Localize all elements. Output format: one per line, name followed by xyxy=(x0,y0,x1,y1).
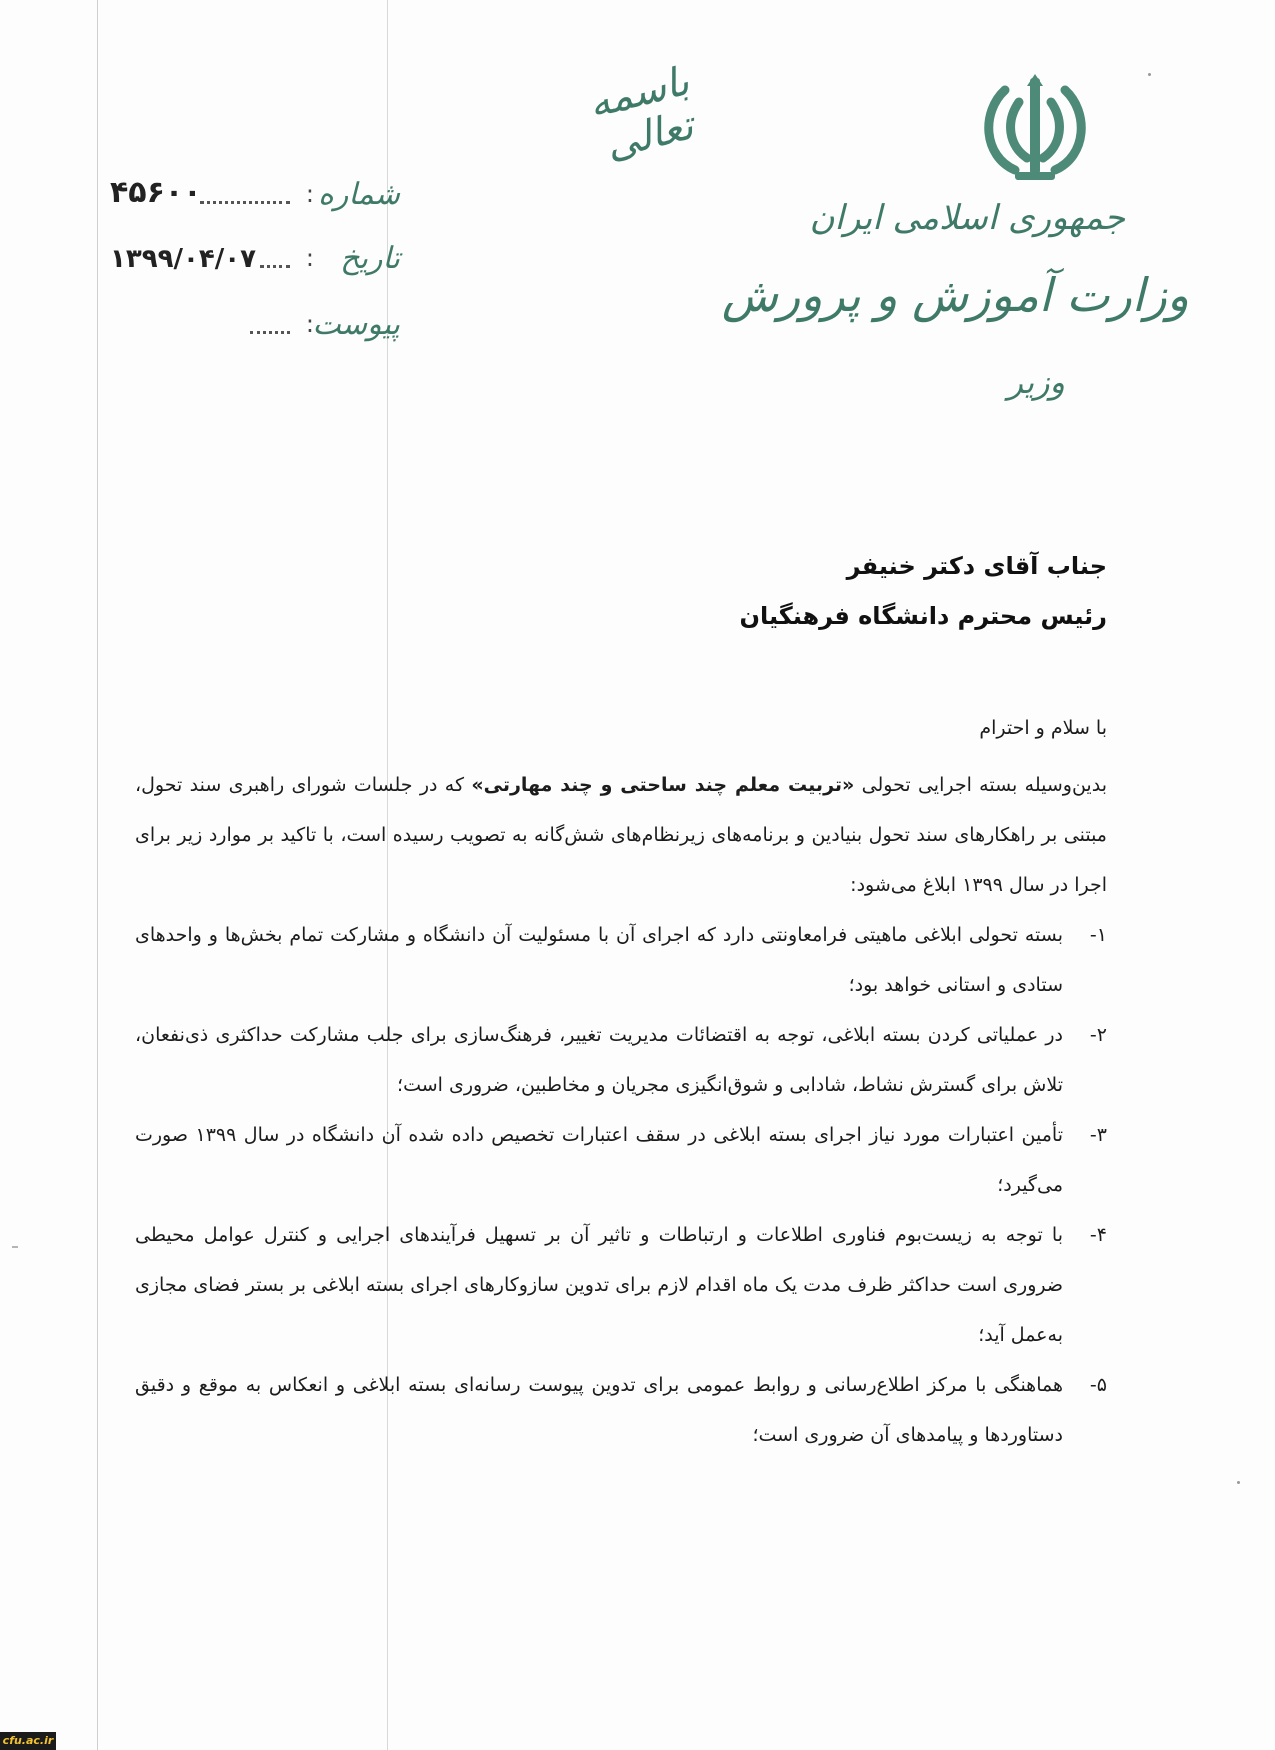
list-item xyxy=(135,910,1107,1010)
colon: : xyxy=(305,244,314,272)
country-name: جمهوری اسلامی ایران xyxy=(809,198,1125,238)
list-item-text: در عملیاتی کردن بسته ابلاغی، توجه به اقتضائات مدیریت تغییر، فرهنگ‌سازی برای جلب مشارکت حداکثری ذی‌نفعان، تلاش برای گسترش نشاط، شادابی و شوق‌انگیزی مجریان و مخاطبین، ضروری است؛ xyxy=(135,1024,1063,1096)
ministry-name: وزارت آموزش و پرورش xyxy=(721,268,1189,322)
list-item xyxy=(135,1210,1107,1360)
list-item-number: ۵- xyxy=(1089,1374,1107,1396)
letter-date-value: ۱۳۹۹/۰۴/۰۷ xyxy=(110,244,256,274)
letter-number-value: ۴۵۶۰۰ xyxy=(110,175,202,210)
office-title: وزیر xyxy=(1007,363,1065,401)
list-item xyxy=(135,1010,1107,1110)
intro-text: که در جلسات شورای راهبری سند تحول، مبتنی بر راهکارهای سند تحول بنیادین و برنامه‌های زیرنظام‌های شش‌گانه به تصویب رسیده است، با تاکید بر موارد زیر برای اجرا در سال ۱۳۹۹ ابلاغ می‌شود: xyxy=(135,774,1107,896)
letter-attachment-row xyxy=(100,298,400,346)
scan-speck xyxy=(1237,1481,1240,1484)
dotted-line xyxy=(260,265,290,268)
colon: : xyxy=(305,180,314,208)
colon: : xyxy=(305,310,314,338)
list-item-text: با توجه به زیست‌بوم فناوری اطلاعات و ارتباطات و تاثیر آن بر تسهیل فرآیندهای اجرایی و کنترل عوامل محیطی ضروری است حداکثر ظرف مدت یک ماه اقدام لازم برای تدوین سازوکارهای اجرای بسته ابلاغی بر بستر فضای مجازی به‌عمل آید؛ xyxy=(135,1224,1063,1346)
letter-attachment-label: پیوست xyxy=(312,307,400,342)
list-item-number: ۳- xyxy=(1089,1124,1107,1146)
intro-text: بدین‌وسیله بسته اجرایی تحولی xyxy=(861,774,1107,796)
dotted-line xyxy=(200,201,290,204)
scan-fold-line xyxy=(97,0,98,1750)
list-item xyxy=(135,1360,1107,1460)
iran-emblem-icon xyxy=(975,72,1095,184)
letter-date-label: تاریخ xyxy=(340,241,400,276)
list-item xyxy=(135,1110,1107,1210)
greeting: با سلام و احترام xyxy=(979,717,1107,739)
site-badge: cfu.ac.ir xyxy=(0,1732,56,1750)
recipient-title: رئیس محترم دانشگاه فرهنگیان xyxy=(739,602,1107,630)
list-item-text: هماهنگی با مرکز اطلاع‌رسانی و روابط عمومی برای تدوین پیوست رسانه‌ای بسته ابلاغی و انعکاس به موقع و دقیق دستاوردها و پیامدهای آن ضروری است؛ xyxy=(135,1374,1063,1446)
letter-body xyxy=(135,703,1107,1460)
scan-speck xyxy=(1148,73,1151,76)
intro-paragraph xyxy=(135,760,1107,910)
letter-date-row xyxy=(100,232,400,280)
list-item-text: تأمین اعتبارات مورد نیاز اجرای بسته ابلاغی در سقف اعتبارات تخصیص داده شده آن دانشگاه در سال ۱۳۹۹ صورت می‌گیرد؛ xyxy=(135,1124,1063,1196)
letter-number-label: شماره xyxy=(318,177,400,212)
list-item-number: ۲- xyxy=(1089,1024,1107,1046)
letter-number-row xyxy=(100,168,400,216)
scan-mark xyxy=(12,1246,18,1248)
list-item-number: ۱- xyxy=(1089,924,1107,946)
list-item-number: ۴- xyxy=(1089,1224,1107,1246)
list-item-text: بسته تحولی ابلاغی ماهیتی فرامعاونتی دارد که اجرای آن با مسئولیت آن دانشگاه و مشارکت تمام بخش‌ها و واحدهای ستادی و استانی خواهد بود؛ xyxy=(135,924,1063,996)
program-title: «تربیت معلم چند ساحتی و چند مهارتی» xyxy=(471,774,855,796)
basmala-heading: باسمه تعالی xyxy=(584,58,698,169)
dotted-line xyxy=(250,331,290,334)
recipient-name: جناب آقای دکتر خنیفر xyxy=(846,552,1107,580)
